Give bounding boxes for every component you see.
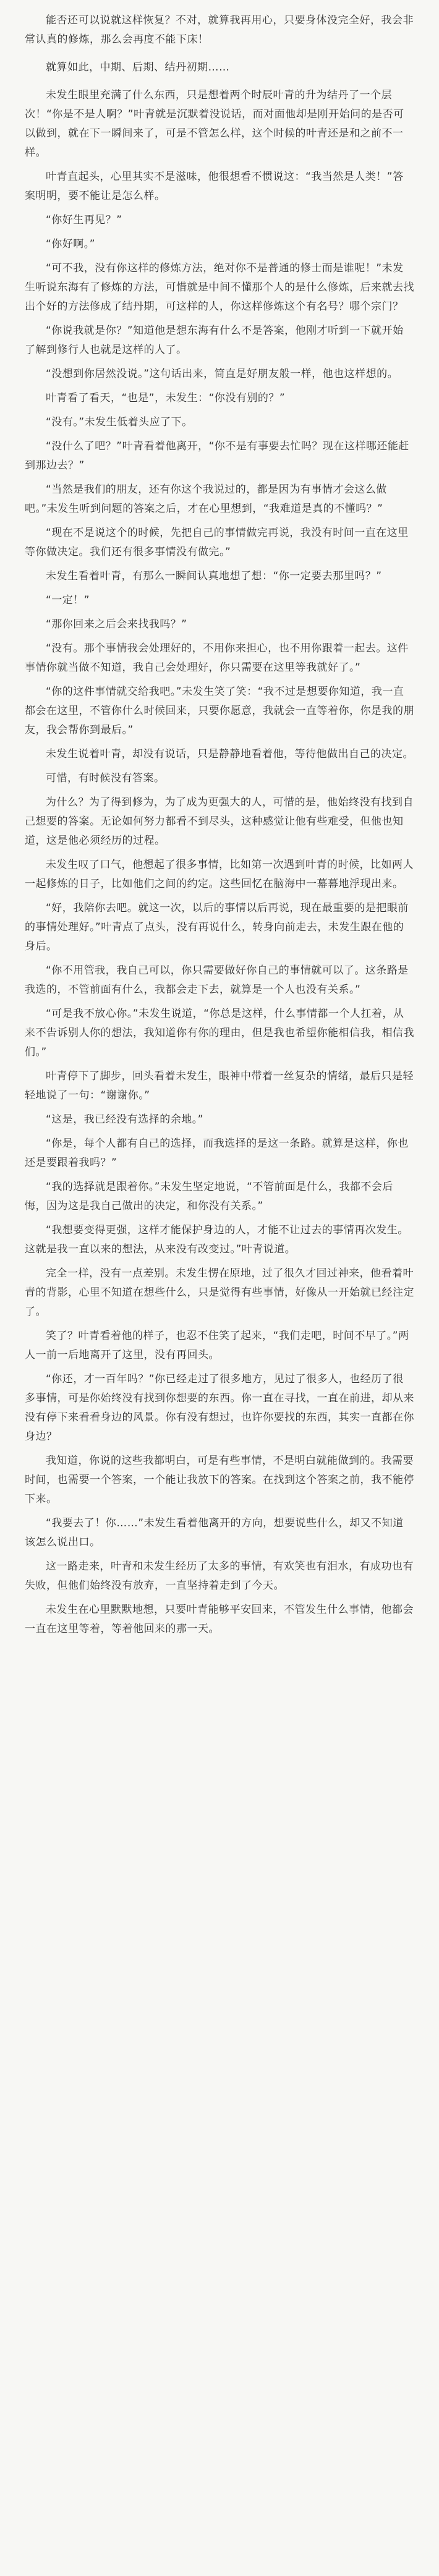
paragraph: “你好啊。” [46, 238, 96, 250]
paragraph: “你的这件事情就交给我吧。”未发生笑了笑：“我不过是想要你知道，我一直都会在这里，不管你什么时候回来，只要你愿意，我就会一直等着你，你是我的朋友，我会帮你到最后。” [25, 686, 414, 736]
paragraph: 我知道，你说的这些我都明白，可是有些事情，不是明白就能做到的。我需要时间，也需要一个答案，一个能让我放下的答案。在找到这个答案之前，我不能停下来。 [25, 1455, 414, 1505]
paragraph: “你说我就是你？”知道他是想东海有什么不是答案，他刚才听到一下就开始了解到修行人也就是这样的人了。 [25, 325, 404, 356]
paragraph: “没什么了吧？”叶青看着他离开，“你不是有事要去忙吗？现在这样哪还能赶到那边去？” [25, 440, 409, 472]
paragraph: 为什么？为了得到修为，为了成为更强大的人，可惜的是，他始终没有找到自己想要的答案。无论如何努力都看不到尽头，这种感觉让他有些难受，但他也知道，这是他必须经历的过程。 [25, 796, 414, 847]
paragraph: “那你回来之后会来找我吗？” [46, 618, 187, 631]
paragraph: 叶青直起头，心里其实不是滋味，他很想看不惯说这：“我当然是人类！”答案明明，要不能让是怎么样。 [25, 171, 404, 202]
paragraph: “一定！” [46, 594, 90, 606]
paragraph: 未发生在心里默默地想，只要叶青能够平安回来，不管发生什么事情，他都会一直在这里等着，等着他回来的那一天。 [25, 1604, 414, 1635]
paragraph: 就算如此，中期、后期、结丹初期…… [46, 61, 230, 74]
paragraph: “我要去了！你……”未发生看着他离开的方向，想要说些什么，却又不知道该怎么说出口。 [25, 1517, 404, 1549]
paragraph: 笑了？叶青看着他的样子，也忍不住笑了起来，“我们走吧，时间不早了。”两人一前一后地离开了这里，没有再回头。 [25, 1330, 409, 1361]
paragraph: 叶青看了看天，“也是”，未发生：“你没有别的？” [46, 392, 286, 404]
paragraph: 完全一样，没有一点差别。未发生愣在原地，过了很久才回过神来，他看着叶青的背影，心里不知道在想些什么，只是觉得有些事情，好像从一开始就已经注定了。 [25, 1267, 414, 1318]
paragraph: “我想要变得更强，这样才能保护身边的人，才能不让过去的事情再次发生。这就是我一直以来的想法，从来没有改变过。”叶青说道。 [25, 1224, 409, 1256]
paragraph: “当然是我们的朋友，还有你这个我说过的，都是因为有事情才会这么做吧。”未发生听到问题的答案之后，才在心里想到，“我难道是真的不懂吗？” [25, 483, 387, 515]
paragraph: “可不我，没有你这样的修炼方法，绝对你不是普通的修士而是谁呢！”未发生听说东海有了修炼的方法，可惜就是中间不懂那个人的是什么修炼，后来就去找出个好的方法修成了结丹期，可这样的人，你这样修炼这个有名号？哪个宗门？ [25, 262, 414, 313]
paragraph: “我的选择就是跟着你。”未发生坚定地说，“不管前面是什么，我都不会后悔，因为这是我自己做出的决定，和你没有关系。” [25, 1181, 393, 1212]
paragraph: “你不用管我，我自己可以，你只需要做好你自己的事情就可以了。这条路是我选的，不管前面有什么，我都会走下去，就算是一个人也没有关系。” [25, 964, 409, 996]
paragraph: “没有。”未发生低着头应了下。 [46, 416, 193, 428]
paragraph: “可是我不放心你。”未发生说道，“你总是这样，什么事情都一个人扛着，从来不告诉别人你的想法，我知道你有你的理由，但是我也希望你能相信我，相信我们。” [25, 1008, 414, 1058]
paragraph: 可惜，有时候没有答案。 [46, 772, 165, 784]
paragraph: 未发生眼里充满了什么东西，只是想着两个时辰叶青的升为结丹了一个层次！“你是不是人啊？”叶青就是沉默着没说话，而对面他却是刚开始问的是否可以做到，就在下一瞬间来了，可是不管怎么样，这个时候的叶青还是和之前不一样。 [25, 89, 404, 159]
paragraph: “这是，我已经没有选择的余地。” [46, 1113, 204, 1126]
paragraph: “你是，每个人都有自己的选择，而我选择的是这一条路。就算是这样，你也还是要跟着我吗？” [25, 1137, 409, 1169]
paragraph: “好，我陪你去吧。就这一次，以后的事情以后再说，现在最重要的是把眼前的事情处理好。”叶青点了点头，没有再说什么，转身向前走去，未发生跟在他的身后。 [25, 902, 409, 953]
paragraph: 这一路走来，叶青和未发生经历了太多的事情，有欢笑也有泪水，有成功也有失败，但他们始终没有放弃，一直坚持着走到了今天。 [25, 1560, 414, 1592]
paragraph: 未发生说着叶青，却没有说话，只是静静地看着他，等待他做出自己的决定。 [46, 748, 414, 760]
paragraph: “你还，才一百年吗？”你已经走过了很多地方，见过了很多人，也经历了很多事情，可是你始终没有找到你想要的东西。你一直在寻找，一直在前进，却从来没有停下来看看身边的风景。你有没有想过，也许你要找的东西，其实一直都在你身边？ [25, 1373, 414, 1443]
paragraph: 未发生看着叶青，有那么一瞬间认真地想了想：“你一定要去那里吗？” [46, 570, 382, 582]
paragraph: 能否还可以说就这样恢复？不对，就算我再用心，只要身体没完全好，我会非常认真的修炼，那么会再度不能下床！ [25, 14, 414, 46]
paragraph: 叶青停下了脚步，回头看着未发生，眼神中带着一丝复杂的情绪，最后只是轻轻地说了一句：“谢谢你。” [25, 1070, 414, 1102]
paragraph: “没有。那个事情我会处理好的，不用你来担心，也不用你跟着一起去。这件事情你就当做不知道，我自己会处理好，你只需要在这里等我就好了。” [25, 642, 409, 674]
paragraph: “现在不是说这个的时候，先把自己的事情做完再说，我没有时间一直在这里等你做决定。我们还有很多事情没有做完。” [25, 527, 409, 558]
paragraph: “你好生再见？” [46, 214, 122, 226]
paragraph: 未发生叹了口气，他想起了很多事情，比如第一次遇到叶青的时候，比如两人一起修炼的日子，比如他们之间的约定。这些回忆在脑海中一幕幕地浮现出来。 [25, 859, 414, 890]
paragraph: “没想到你居然没说。”这句话出来，简直是好朋友般一样，他也这样想的。 [46, 368, 399, 380]
